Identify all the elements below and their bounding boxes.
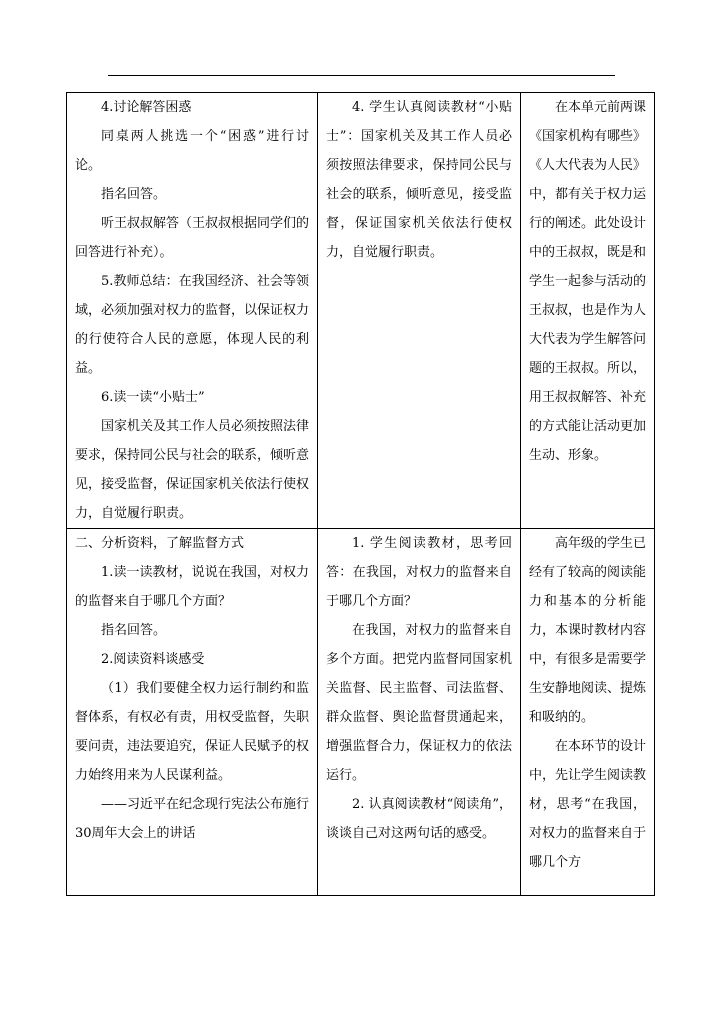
- lesson-plan-table: [66, 92, 655, 896]
- paragraph: 在本单元前两课《国家机构有哪些》《人大代表为人民》中，都有关于权力运行的阐述。此处设计中的王叔叔，既是和学生一起参与活动的王叔叔，也是作为人大代表为学生解答问题的王叔叔。所以，用王叔叔解答、补充的方式能让活动更加生动、形象。: [529, 100, 647, 463]
- paragraph: 1.读一读教材，说说在我国，对权力的监督来自于哪几个方面？: [75, 565, 309, 609]
- section-heading: 二、分析资料，了解监督方式: [75, 536, 245, 551]
- table-row: [67, 529, 655, 896]
- paragraph: 国家机关及其工作人员必须按照法律要求，保持同公民与社会的联系，倾听意见，接受监督，保证国家机关依法行使权力，自觉履行职责。: [75, 419, 310, 521]
- teacher-activity-cell: [67, 529, 318, 896]
- teacher-activity-cell: [67, 93, 318, 529]
- paragraph: 指名回答。: [101, 187, 167, 202]
- paragraph: 在我国，对权力的监督来自多个方面。把党内监督同国家机关监督、民主监督、司法监督、群众监督、舆论监督贯通起来，增强监督合力，保证权力的依法运行。: [326, 623, 512, 783]
- step-heading: 2.阅读资料谈感受: [101, 652, 205, 667]
- quote-source: ——习近平在纪念现行宪法公布施行30周年大会上的讲话: [75, 797, 310, 841]
- quote-paragraph: （1）我们要健全权力运行制约和监督体系，有权必有责，用权受监督，失职要问责，违法要追究，保证人民赋予的权力始终用来为人民谋利益。: [75, 681, 310, 783]
- paragraph: 4. 学生认真阅读教材“小贴士”：国家机关及其工作人员必须按照法律要求，保持同公民与社会的联系，倾听意见，接受监督，保证国家机关依法行使权力，自觉履行职责。: [326, 100, 512, 260]
- student-activity-cell: [318, 529, 521, 896]
- paragraph: 2. 认真阅读教材“阅读角”，谈谈自己对这两句话的感受。: [326, 797, 512, 841]
- step-heading: 4.讨论解答困惑: [101, 100, 192, 115]
- paragraph: 高年级的学生已经有了较高的阅读能力和基本的分析能力，本课时教材内容中，有很多是需要学生安静地阅读、提炼和吸纳的。: [529, 536, 647, 725]
- step-heading: 6.读一读“小贴士”: [101, 390, 205, 405]
- header-rule: [108, 75, 615, 76]
- paragraph: 1. 学生阅读教材，思考回答：在我国，对权力的监督来自于哪几个方面？: [326, 536, 512, 609]
- paragraph: 在本环节的设计中，先让学生阅读教材，思考“在我国，对权力的监督来自于哪几个方: [529, 739, 647, 870]
- table-row: [67, 93, 655, 529]
- paragraph: 听王叔叔解答（王叔叔根据同学们的回答进行补充）。: [75, 216, 310, 260]
- paragraph: 5.教师总结：在我国经济、社会等领域，必须加强对权力的监督，以保证权力的行使符合人民的意愿，体现人民的利益。: [75, 274, 310, 376]
- student-activity-cell: [318, 93, 521, 529]
- design-intent-cell: [521, 93, 655, 529]
- paragraph: 指名回答。: [101, 623, 167, 638]
- paragraph: 同桌两人挑选一个“困惑”进行讨论。: [75, 129, 309, 173]
- design-intent-cell: [521, 529, 655, 896]
